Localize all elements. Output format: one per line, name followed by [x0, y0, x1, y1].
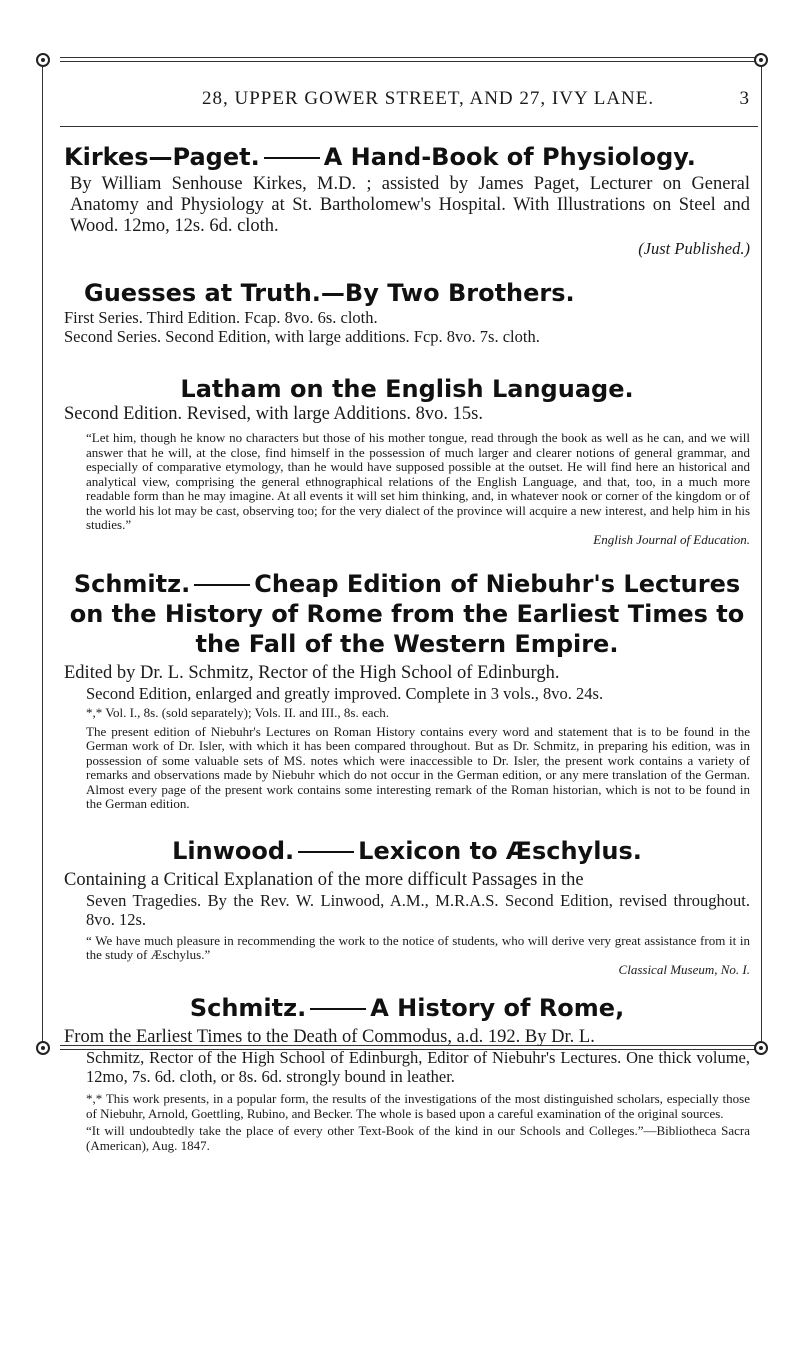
entry-author: Schmitz. [189, 994, 307, 1022]
header-rule [60, 126, 758, 127]
entry-quote: “ We have much pleasure in recommending the work to the notice of students, who will derive very great assistance from it in the study of Æschylus.” [86, 932, 750, 962]
advertisement-list [64, 142, 750, 1153]
entry-schmitz-history [64, 993, 750, 1153]
page-number: 3 [739, 88, 750, 109]
top-border-rule [60, 57, 762, 62]
entry-quote: *,* This work presents, in a popular form, the results of the investigations of the most distinguished scholars, especially those of Niebuhr, Arnold, Goettling, Rubino, and Becker. The whole is based upon a careful examination of the original sources. [86, 1091, 750, 1121]
entry-line: *,* Vol. I., 8s. (sold separately); Vols. II. and III., 8s. each. [86, 705, 390, 720]
entry-quote: “Let him, though he know no characters but those of his mother tongue, read through the book as well as he can, and we will answer that he will, at the close, find himself in the possession of much larger and clearer notions of general grammar, and especially of comparative etymology, than he would have supposed possible at the outset. He will find here an historical and analytical view, comprising the general ethnographical relations of the English Language, and that, too, in a much more readable form than he may imagine. At all events it will set him thinking, and, in whatever nook or corner of the kingdom or of the world his lot may be cast, observing too; for the very dialect of the province will acquire a new interest, and help him in his studies.” [86, 430, 750, 532]
entry-line: Containing a Critical Explanation of the more difficult Passages in the [64, 869, 584, 890]
entry-heading [64, 569, 750, 659]
right-border-rule [761, 66, 762, 1042]
entry-line: First Series. Third Edition. Fcap. 8vo. 6s. cloth. [64, 308, 378, 327]
corner-ornament-icon [36, 1041, 50, 1055]
entry-description: By William Senhouse Kirkes, M.D. ; assisted by James Paget, Lecturer on General Anatomy and Physiology at St. Bartholomew's Hospital. With Illustrations on Steel and Wood. 12mo, 12s. 6d. cloth. [70, 174, 750, 236]
entry-quote: “It will undoubtedly take the place of every other Text-Book of the kind in our Schools and Colleges.”—Bibliotheca Sacra (American), Aug. 1847. [86, 1123, 750, 1153]
entry-author: Linwood. [172, 836, 295, 865]
entry-line: Second Series. Second Edition, with large additions. Fcp. 8vo. 7s. cloth. [64, 327, 540, 346]
entry-line: Schmitz, Rector of the High School of Edinburgh, Editor of Niebuhr's Lectures. One thick volume, 12mo, 7s. 6d. cloth, or 8s. 6d. strongly bound in leather. [86, 1048, 750, 1086]
entry-author: Kirkes—Paget. [64, 143, 260, 171]
entry-title: Lexicon to Æschylus. [358, 836, 642, 865]
entry-title: A Hand-Book of Physiology. [323, 143, 696, 171]
entry-kirkes-paget [64, 142, 750, 258]
entry-schmitz-niebuhr [64, 569, 750, 812]
corner-ornament-icon [36, 53, 50, 67]
entry-heading: Guesses at Truth.—By Two Brothers. [84, 279, 575, 307]
entry-heading: Latham on the English Language. [180, 375, 634, 403]
entry-source: English Journal of Education. [593, 531, 750, 547]
entry-line: Second Edition, enlarged and greatly improved. Complete in 3 vols., 8vo. 24s. [86, 684, 604, 703]
entry-note: (Just Published.) [638, 239, 750, 258]
entry-latham [64, 374, 750, 547]
left-border-rule [42, 66, 43, 1042]
entry-author: Schmitz. [73, 570, 191, 598]
page-header [70, 88, 750, 114]
entry-source: Classical Museum, No. I. [618, 961, 750, 977]
entry-heading [64, 836, 750, 866]
corner-ornament-icon [754, 1041, 768, 1055]
entry-quote: The present edition of Niebuhr's Lectures on Roman History contains every word and statement that is to be found in the German work of Dr. Isler, with which it has been compared throughout. But as Dr. Schmitz, in preparing his edition, was in possession of some valuable sets of MS. notes which were inaccessible to Dr. Isler, the present work contains a variety of remarks and observations made by Niebuhr which do not occur in the German edition, or any mere translation of the German. Almost every page of the present work contains some interesting remark of the Roman historian, which is not to be found in the German edition. [86, 723, 750, 811]
entry-guesses-at-truth [64, 278, 750, 346]
entry-line: Edited by Dr. L. Schmitz, Rector of the High School of Edinburgh. [64, 663, 560, 683]
entry-line: Seven Tragedies. By the Rev. W. Linwood, A.M., M.R.A.S. Second Edition, revised throughout. 8vo. 12s. [86, 890, 750, 929]
entry-title: Cheap Edition of Niebuhr's Lectures on the History of Rome from the Earliest Times to the Fall of the Western Empire. [69, 570, 745, 658]
entry-line: Second Edition. Revised, with large Additions. 8vo. 15s. [64, 404, 483, 424]
entry-linwood [64, 836, 750, 978]
entry-line: From the Earliest Times to the Death of Commodus, a.d. 192. By Dr. L. [64, 1027, 595, 1047]
entry-title: A History of Rome, [370, 994, 625, 1022]
entry-heading [64, 993, 750, 1023]
corner-ornament-icon [754, 53, 768, 67]
page-header-title: 28, UPPER GOWER STREET, AND 27, IVY LANE. [202, 88, 655, 109]
entry-heading [64, 142, 750, 172]
